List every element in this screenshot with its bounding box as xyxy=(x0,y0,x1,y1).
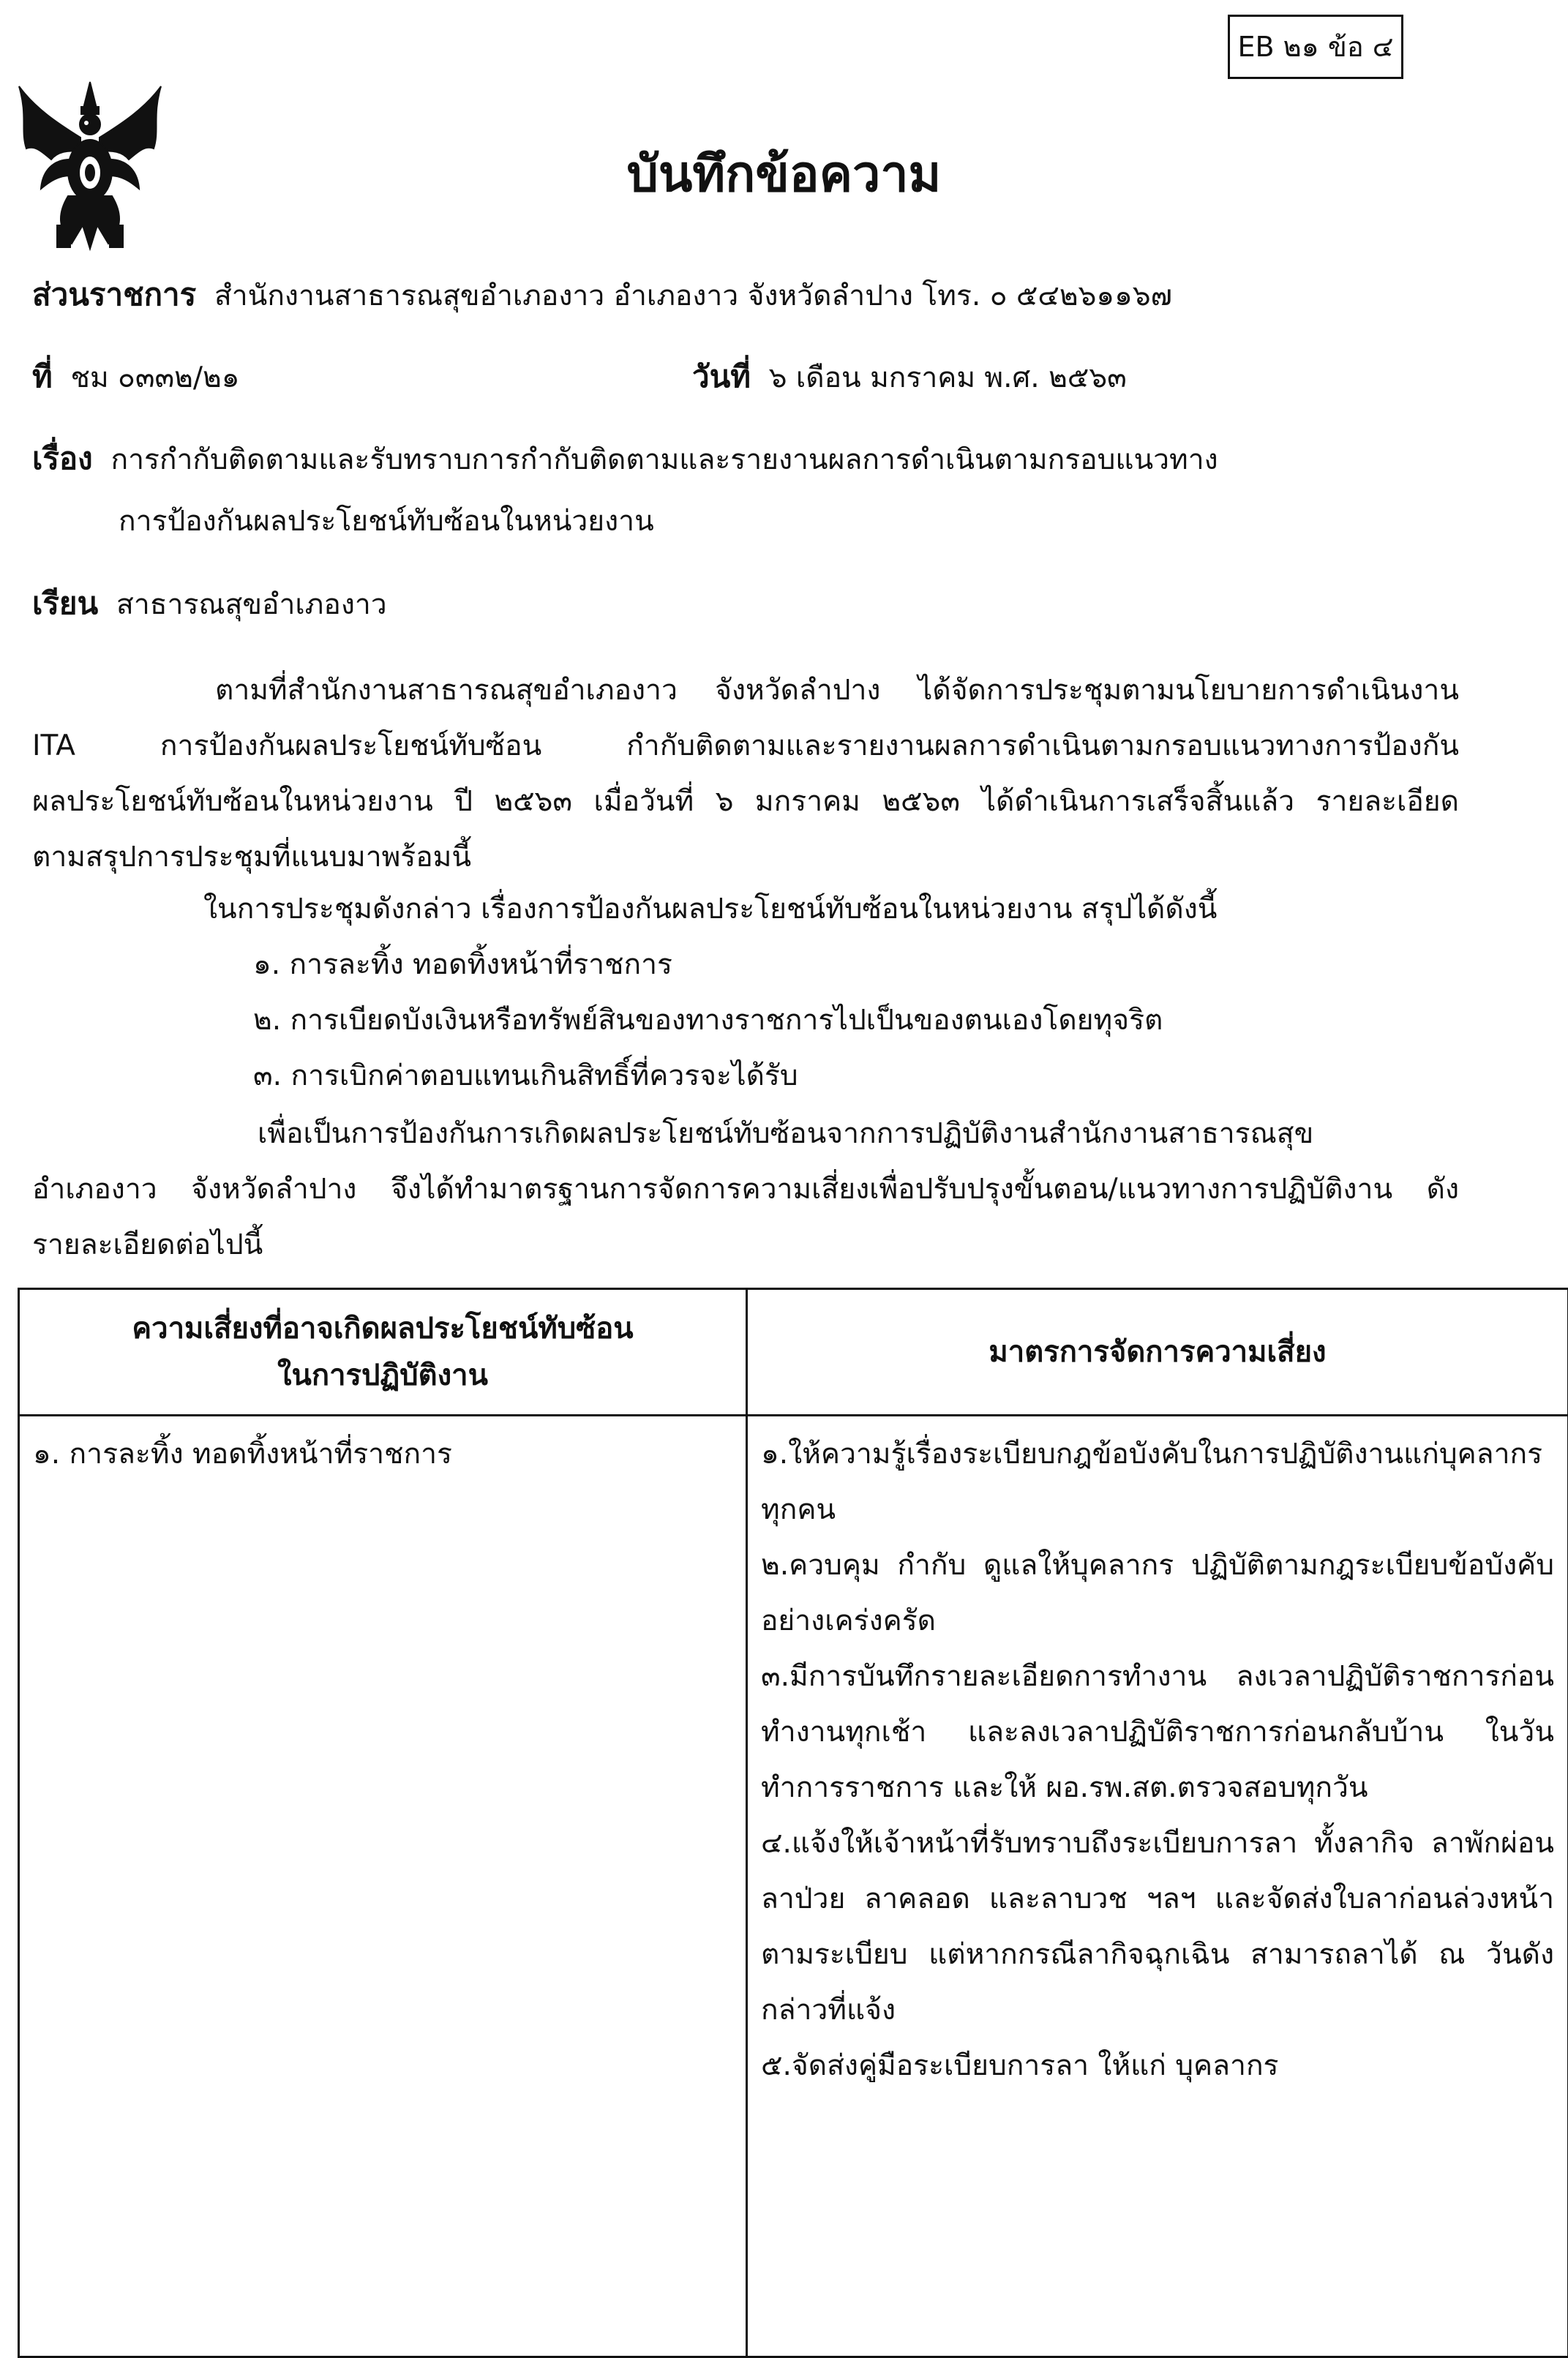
date-value: ๖ เดือน มกราคม พ.ศ. ๒๕๖๓ xyxy=(769,361,1127,394)
subject-label: เรื่อง xyxy=(32,440,93,476)
body-p1-line3: ผลประโยชน์ทับซ้อนในหน่วยงาน ปี ๒๕๖๓ เมื่อวันที่ ๖ มกราคม ๒๕๖๓ ได้ดำเนินการเสร็จสิ้นแล้ว รายละเอียด xyxy=(32,774,1459,830)
measure-item-2: ๒.ควบคุม กำกับ ดูแลให้บุคลากร ปฏิบัติตามกฎระเบียบข้อบังคับอย่างเคร่งครัด xyxy=(761,1538,1554,1649)
body-paragraph-3 xyxy=(32,1106,1459,1273)
addressee-line xyxy=(32,578,387,631)
measure-cell xyxy=(747,1416,1568,2357)
reference-line xyxy=(32,351,240,404)
date-label: วันที่ xyxy=(692,358,751,394)
risk-item: ๑. การละทิ้ง ทอดทิ้งหน้าที่ราชการ xyxy=(33,1427,732,1482)
risk-column-header-line1: ความเสี่ยงที่อาจเกิดผลประโยชน์ทับซ้อน xyxy=(34,1305,731,1352)
subject-value-line1: การกำกับติดตามและรับทราบการกำกับติดตามและรายงานผลการดำเนินตามกรอบแนวทาง xyxy=(110,443,1218,476)
addressee-label: เรียน xyxy=(32,585,98,621)
body-paragraph-1 xyxy=(32,663,1459,885)
summary-item-2: ๒. การเบียดบังเงินหรือทรัพย์สินของทางราชการไปเป็นของตนเองโดยทุจริต xyxy=(253,995,1163,1046)
subject-line xyxy=(32,433,1218,486)
addressee-value: สาธารณสุขอำเภองาว xyxy=(116,588,387,621)
body-p3-line3: รายละเอียดต่อไปนี้ xyxy=(32,1217,1459,1273)
measure-item-5: ๕.จัดส่งคู่มือระเบียบการลา ให้แก่ บุคลากร xyxy=(761,2038,1554,2094)
page-title: บันทึกข้อความ xyxy=(0,135,1568,215)
date-line xyxy=(692,351,1127,404)
table-row xyxy=(19,1416,1568,2357)
measure-column-header: มาตรการจัดการความเสี่ยง xyxy=(747,1289,1568,1416)
summary-item-3: ๓. การเบิกค่าตอบแทนเกินสิทธิ์ที่ควรจะได้รับ xyxy=(253,1051,798,1102)
risk-cell xyxy=(19,1416,747,2357)
summary-item-1: ๑. การละทิ้ง ทอดทิ้งหน้าที่ราชการ xyxy=(253,939,672,991)
reference-label: ที่ xyxy=(32,358,53,394)
body-p3-line2: อำเภองาว จังหวัดลำปาง จึงได้ทำมาตรฐานการจัดการความเสี่ยงเพื่อปรับปรุงขั้นตอน/แนวทางการปฏิบัติงาน ดัง xyxy=(32,1162,1459,1217)
document-reference: EB ๒๑ ข้อ ๔ xyxy=(1237,31,1393,63)
body-p3-line1: เพื่อเป็นการป้องกันการเกิดผลประโยชน์ทับซ้อนจากการปฏิบัติงานสำนักงานสาธารณสุข xyxy=(32,1106,1459,1162)
table-header-row xyxy=(19,1289,1568,1416)
risk-column-header-line2: ในการปฏิบัติงาน xyxy=(34,1352,731,1399)
reference-value: ชม ๐๓๓๒/๒๑ xyxy=(70,361,239,394)
measure-item-4: ๔.แจ้งให้เจ้าหน้าที่รับทราบถึงระเบียบการลา ทั้งลากิจ ลาพักผ่อน ลาป่วย ลาคลอด และลาบวช ฯลฯ และจัดส่งใบลาก่อนล่วงหน้า ตามระเบียบ แต่หากกรณีลากิจฉุกเฉิน สามารถลาได้ ณ วันดังกล่าวที่แจ้ง xyxy=(761,1816,1554,2038)
measure-item-3: ๓.มีการบันทึกรายละเอียดการทำงาน ลงเวลาปฏิบัติราชการก่อนทำงานทุกเช้า และลงเวลาปฏิบัติราชการก่อนกลับบ้าน ในวันทำการราชการ และให้ ผอ.รพ.สต.ตรวจสอบทุกวัน xyxy=(761,1649,1554,1816)
subject-value-line2: การป้องกันผลประโยชน์ทับซ้อนในหน่วยงาน xyxy=(119,496,654,547)
risk-column-header xyxy=(19,1289,747,1416)
document-reference-box xyxy=(1228,15,1403,79)
risk-management-table xyxy=(18,1288,1568,2358)
body-paragraph-2: ในการประชุมดังกล่าว เรื่องการป้องกันผลประโยชน์ทับซ้อนในหน่วยงาน สรุปได้ดังนี้ xyxy=(203,884,1217,935)
measure-item-1: ๑.ให้ความรู้เรื่องระเบียบกฎข้อบังคับในการปฏิบัติงานแก่บุคลากรทุกคน xyxy=(761,1427,1554,1538)
agency-label: ส่วนราชการ xyxy=(32,277,196,312)
agency-line xyxy=(32,269,1172,322)
agency-value: สำนักงานสาธารณสุขอำเภองาว อำเภองาว จังหวัดลำปาง โทร. ๐ ๕๔๒๖๑๑๖๗ xyxy=(214,279,1172,312)
body-p1-line2: ITA การป้องกันผลประโยชน์ทับซ้อน กำกับติดตามและรายงานผลการดำเนินตามกรอบแนวทางการป้องกัน xyxy=(32,718,1459,774)
body-p1-line1: ตามที่สำนักงานสาธารณสุขอำเภองาว จังหวัดลำปาง ได้จัดการประชุมตามนโยบายการดำเนินงาน xyxy=(32,663,1459,718)
body-p1-line4: ตามสรุปการประชุมที่แนบมาพร้อมนี้ xyxy=(32,830,1459,885)
